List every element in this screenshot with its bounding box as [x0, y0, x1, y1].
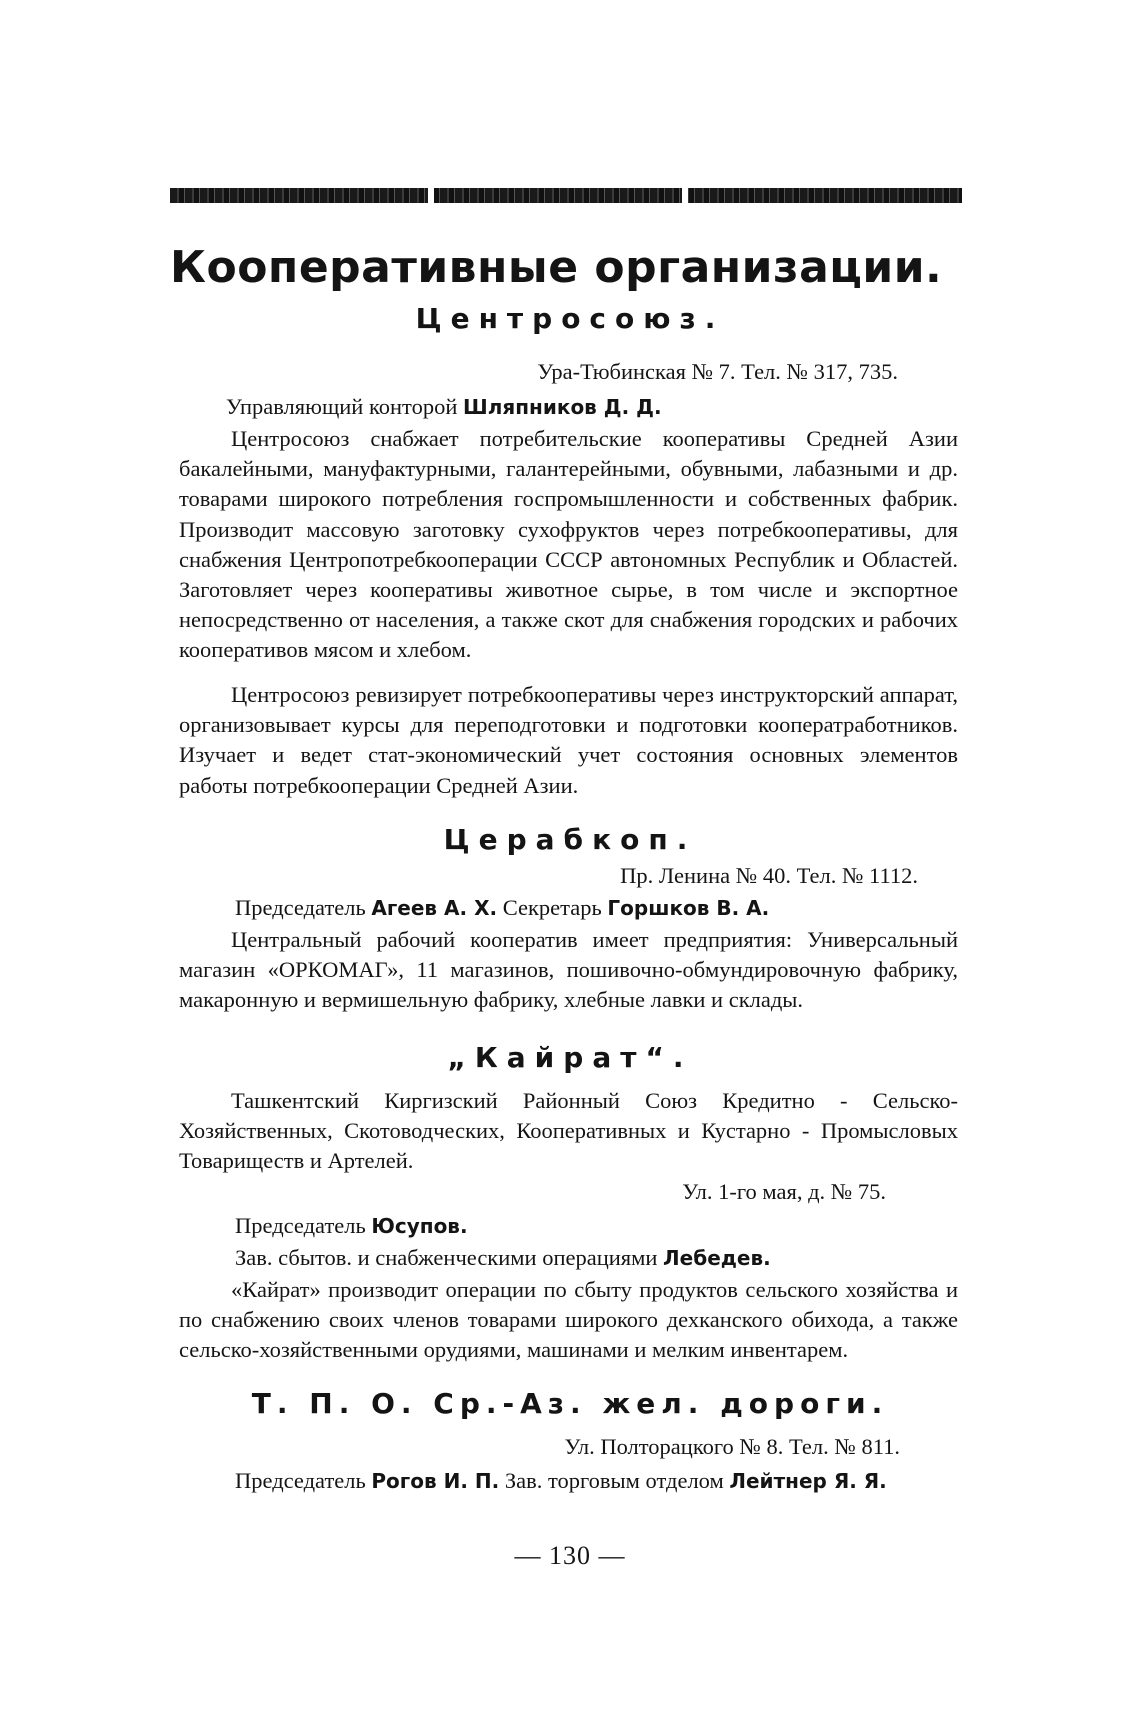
page-title: Кооперативные организации. — [170, 242, 943, 293]
chairman-name: Юсупов. — [371, 1214, 468, 1238]
section-heading-cerabkop: Церабкоп. — [443, 823, 697, 856]
paragraph-text: Ташкентский Киргизский Районный Союз Кредитно - Сельско-Хозяйственных, Скотоводческих, Кооперативных и Кустарно - Промысловых Товариществ и Артелей. — [179, 1088, 958, 1174]
chairman-label: Председатель — [235, 1468, 366, 1493]
header-rule — [170, 188, 962, 203]
kairat-chairman — [235, 1211, 468, 1241]
manager-label: Управляющий конторой — [226, 394, 458, 419]
paragraph-text: Центральный рабочий кооператив имеет предприятия: Универсальный магазин «ОРКОМАГ», 11 магазинов, пошивочно-обмундировочную фабрику, макаронную и вермишельную фабрику, хлебные лавки и склады. — [179, 927, 958, 1013]
centrosoyuz-address: Ура-Тюбинская № 7. Тел. № 317, 735. — [537, 359, 898, 384]
trade-head-name: Лейтнер Я. Я. — [729, 1469, 887, 1493]
chairman-label: Председатель — [235, 895, 366, 920]
chairman-name: Рогов И. П. — [371, 1469, 500, 1493]
kairat-address: Ул. 1-го мая, д. № 75. — [682, 1179, 886, 1204]
centrosoyuz-manager — [226, 392, 662, 422]
kairat-description — [179, 1086, 958, 1177]
section-heading-kairat: „Кайрат“. — [447, 1041, 693, 1074]
cerabkop-officers — [235, 893, 769, 923]
head-label: Зав. сбытов. и снабженческими операциями — [235, 1245, 658, 1270]
secretary-name: Горшков В. А. — [607, 896, 770, 920]
paragraph-text: «Кайрат» производит операции по сбыту продуктов сельского хозяйства и по снабжению своих членов товарами широкого дехканского обихода, а также сельско-хозяйственными орудиями, машинами и мелким инвентарем. — [179, 1277, 958, 1363]
tpo-address: Ул. Полторацкого № 8. Тел. № 811. — [564, 1434, 900, 1459]
kairat-head — [235, 1243, 771, 1273]
kairat-paragraph — [179, 1275, 958, 1366]
trade-head-label: Зав. торговым отделом — [504, 1468, 724, 1493]
tpo-officers — [235, 1466, 887, 1496]
paragraph-text: Центросоюз снабжает потребительские кооперативы Средней Азии бакалейными, мануфактурными, галантерейными, обувными, лабазными и др. товарами широкого потребления госпромышленности и собственных фабрик. Производит массовую заготовку сухофруктов через потребкооперативы, для снабжения Центропотребкооперации СССР автономных Республик и Областей. Заготовляет через кооперативы животное сырье, в том числе и экспортное непосредственно от населения, а также скот для снабжения городских и рабочих кооперативов мясом и хлебом. — [179, 426, 958, 663]
paragraph-text: Центросоюз ревизирует потребкооперативы через инструкторский аппарат, организовывает курсы для переподготовки и подготовки кооператработников. Изучает и ведет стат-экономический учет состояния основных элементов работы потребкооперации Средней Азии. — [179, 682, 958, 798]
section-heading-tpo: Т. П. О. Ср.-Аз. жел. дороги. — [251, 1387, 889, 1420]
manager-name: Шляпников Д. Д. — [463, 395, 662, 419]
rule-gap — [682, 188, 688, 203]
secretary-label: Секретарь — [502, 895, 602, 920]
centrosoyuz-paragraph-2 — [179, 680, 958, 801]
chairman-label: Председатель — [235, 1213, 366, 1238]
section-heading-centrosoyuz: Центросоюз. — [415, 302, 725, 335]
rule-gap — [428, 188, 434, 203]
cerabkop-address: Пр. Ленина № 40. Тел. № 1112. — [620, 863, 918, 888]
head-name: Лебедев. — [663, 1246, 771, 1270]
chairman-name: Агеев А. Х. — [371, 896, 498, 920]
page-number: — 130 — — [514, 1541, 626, 1570]
centrosoyuz-paragraph-1 — [179, 424, 958, 666]
cerabkop-paragraph — [179, 925, 958, 1016]
